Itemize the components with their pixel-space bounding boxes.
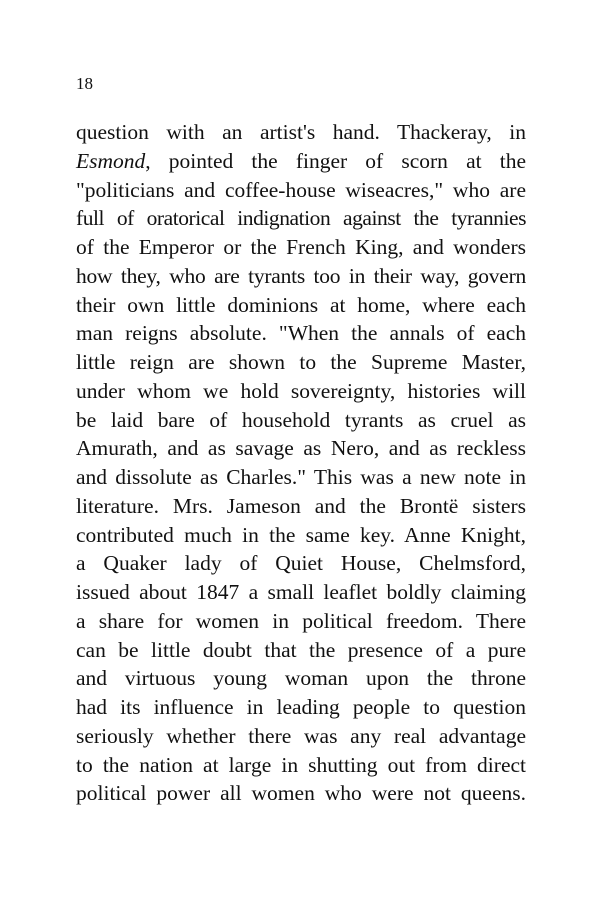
book-title-esmond: Esmond bbox=[76, 148, 146, 173]
text-line: question with an artist's hand. Thackeray, in bbox=[76, 120, 526, 144]
text-line: can be little doubt that the presence of a pure bbox=[76, 637, 526, 662]
text-line: had its influence in leading people to question bbox=[76, 695, 526, 719]
text-line: their own little dominions at home, where each bbox=[76, 292, 526, 317]
text-line: how they, who are tyrants too in their way, govern bbox=[76, 263, 526, 288]
text-line: man reigns absolute. "When the annals of each bbox=[76, 321, 526, 346]
text-line: political power all women who were not queens. bbox=[76, 781, 526, 806]
text-line: contributed much in the same key. Anne Knight, bbox=[76, 522, 526, 547]
text-line: a share for women in political freedom. There bbox=[76, 608, 526, 633]
text-line: under whom we hold sovereignty, histories will bbox=[76, 378, 526, 403]
page-number: 18 bbox=[76, 74, 93, 93]
body-text bbox=[76, 118, 526, 808]
text-line: of the Emperor or the French King, and wonders bbox=[76, 235, 526, 259]
text-line: a Quaker lady of Quiet House, Chelmsford, bbox=[76, 551, 526, 576]
text-line: issued about 1847 a small leaflet boldly claiming bbox=[76, 580, 526, 604]
text-line bbox=[76, 147, 526, 176]
text-line: seriously whether there was any real advantage bbox=[76, 723, 526, 748]
text-line: and virtuous young woman upon the throne bbox=[76, 666, 526, 691]
text-line: and dissolute as Charles." This was a new note in bbox=[76, 465, 526, 489]
text-line: be laid bare of household tyrants as cruel as bbox=[76, 407, 526, 432]
text-line: literature. Mrs. Jameson and the Brontë sisters bbox=[76, 493, 526, 518]
text-line: to the nation at large in shutting out from direct bbox=[76, 752, 526, 777]
text-line: "politicians and coffee-house wiseacres," who are bbox=[76, 177, 526, 202]
text-line: full of oratorical indignation against the tyrannies bbox=[76, 206, 526, 231]
text-line-fragment: , pointed the finger of scorn at the bbox=[145, 148, 526, 173]
text-line: Amurath, and as savage as Nero, and as reckless bbox=[76, 436, 526, 461]
text-line: little reign are shown to the Supreme Master, bbox=[76, 350, 526, 374]
